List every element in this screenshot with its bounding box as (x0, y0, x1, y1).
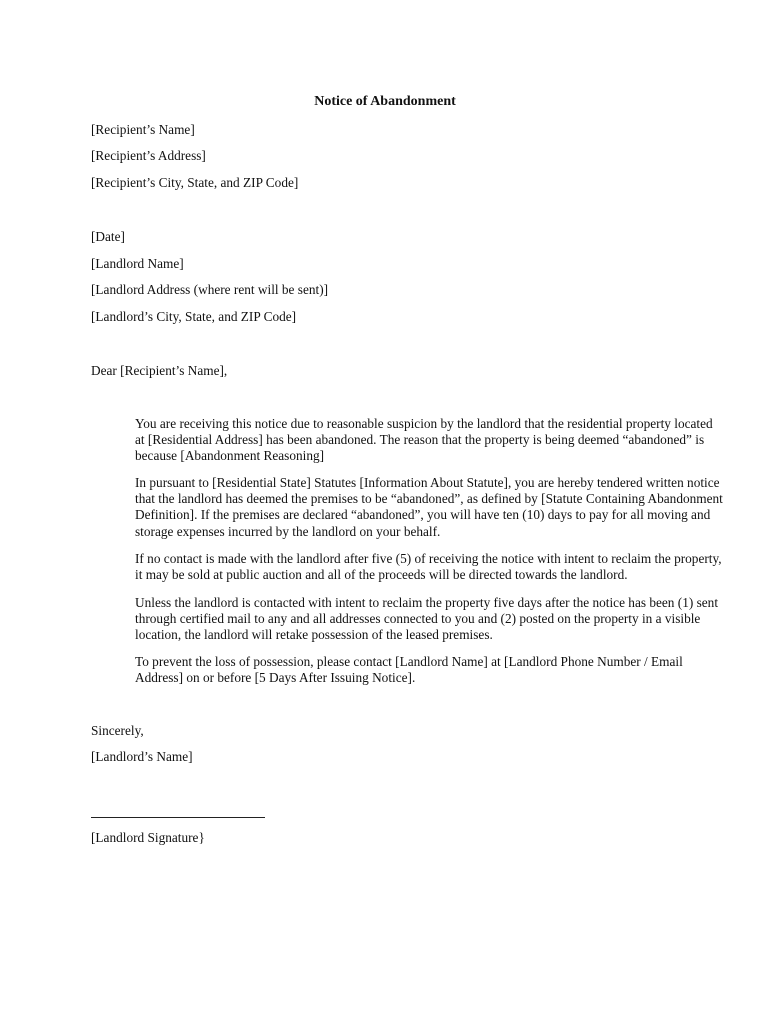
body-paragraph-2: In pursuant to [Residential State] Statutes [Information About Statute], you are hereby tendered written notice that the landlord has deemed the premises to be “abandoned”, as defined by [Statute Containing Abandonment Definition]. If the premises are declared “abandoned”, you will have ten (10) days to pay for all moving and storage expenses incurred by the landlord on your behalf. (135, 475, 723, 539)
landlord-city-state-zip: [Landlord’s City, State, and ZIP Code] (91, 309, 297, 324)
body-paragraph-5: To prevent the loss of possession, please contact [Landlord Name] at [Landlord Phone Number / Email Address] on or before [5 Days After Issuing Notice]. (135, 654, 683, 686)
signature-line (91, 817, 265, 818)
body-paragraph-1: You are receiving this notice due to reasonable suspicion by the landlord that the residential property located at [Residential Address] has been abandoned. The reason that the property is being deemed “abandoned” is because [Abandonment Reasoning] (135, 416, 713, 464)
recipient-address: [Recipient’s Address] (91, 148, 206, 163)
closing: Sincerely, (91, 723, 144, 738)
body-paragraph-3: If no contact is made with the landlord after five (5) of receiving the notice with intent to reclaim the property, it may be sold at public auction and all of the proceeds will be directed towards the landlord. (135, 551, 722, 583)
signature-label: [Landlord Signature} (91, 830, 205, 845)
body-paragraph-4: Unless the landlord is contacted with intent to reclaim the property five days after the notice has been (1) sent through certified mail to any and all addresses connected to you and (2) posted on the property in a visible location, the landlord will retake possession of the leased premises. (135, 595, 719, 643)
date-line: [Date] (91, 229, 125, 244)
recipient-city-state-zip: [Recipient’s City, State, and ZIP Code] (91, 175, 299, 190)
document-title: Notice of Abandonment (314, 94, 456, 109)
salutation: Dear [Recipient’s Name], (91, 363, 228, 378)
recipient-name: [Recipient’s Name] (91, 122, 195, 137)
closing-name: [Landlord’s Name] (91, 749, 193, 764)
landlord-name: [Landlord Name] (91, 256, 184, 271)
landlord-address: [Landlord Address (where rent will be sent)] (91, 282, 329, 297)
